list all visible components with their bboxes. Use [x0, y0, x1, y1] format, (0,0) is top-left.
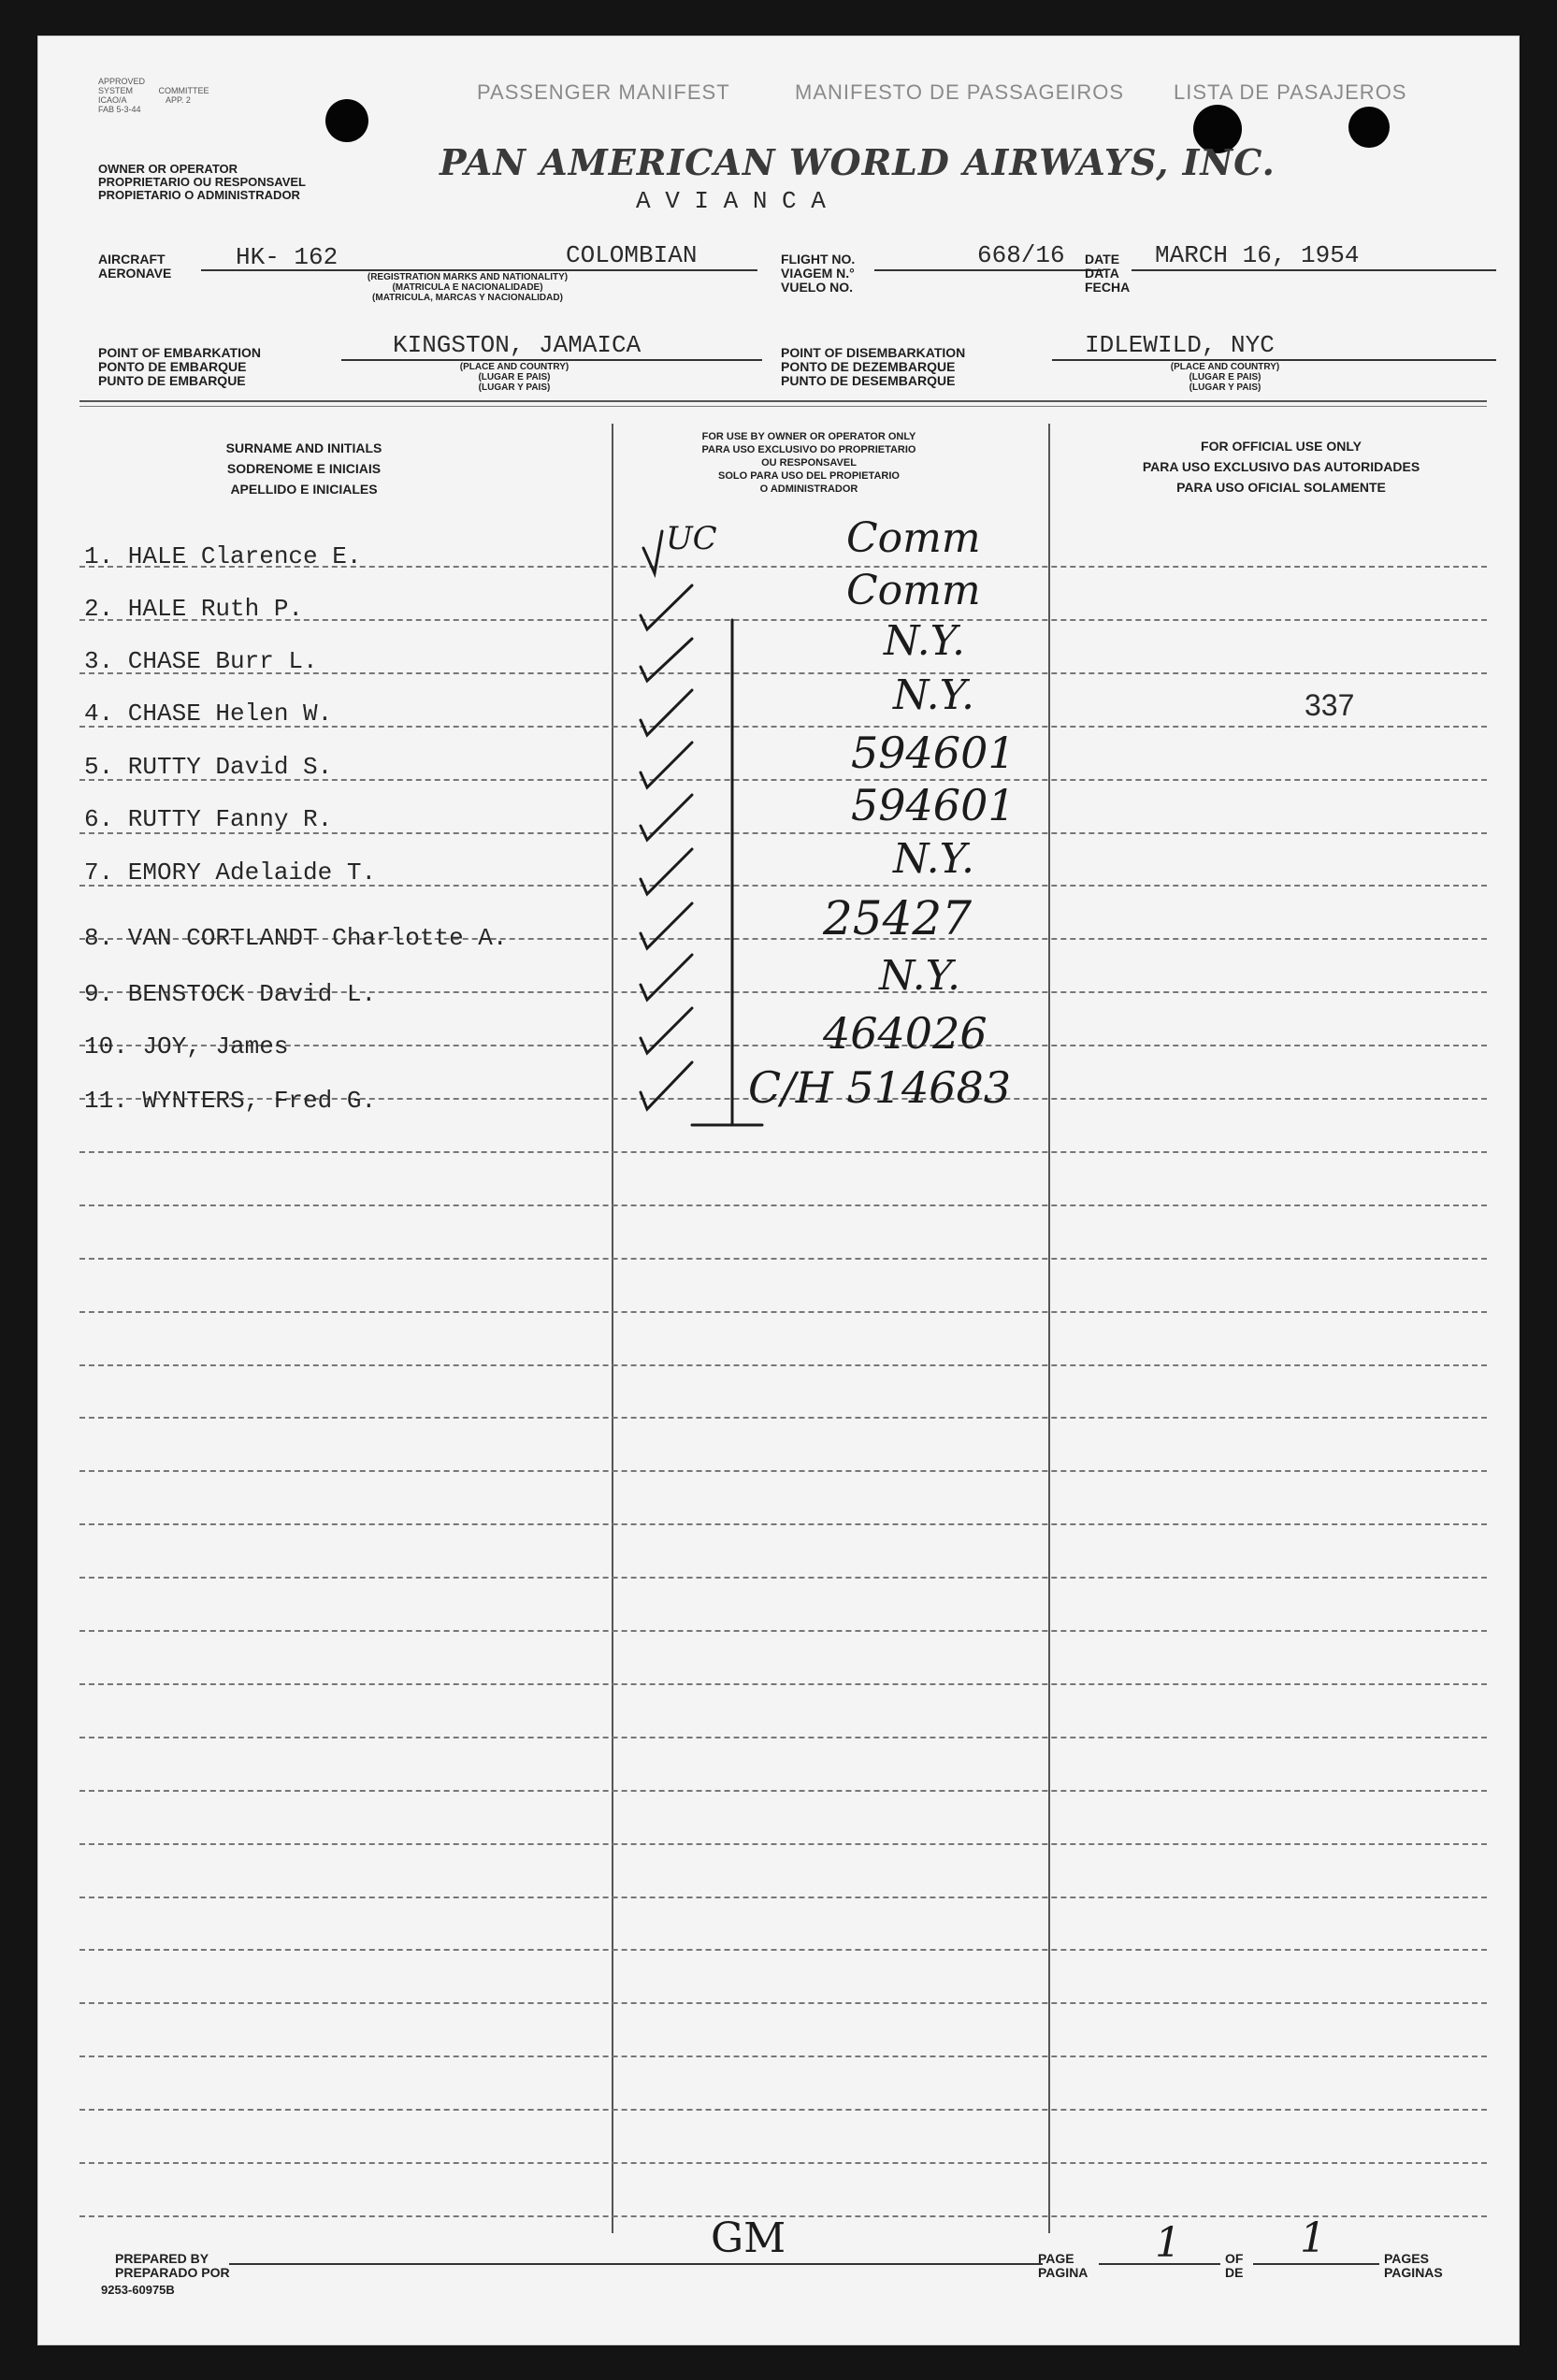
date-label — [1085, 252, 1130, 295]
date-label-line: FECHA — [1085, 280, 1131, 295]
row-rule — [79, 2162, 1487, 2164]
approval-line: FAB 5-3-44 — [98, 105, 141, 114]
passenger-name: 9. BENSTOCK David L. — [84, 980, 377, 1008]
row-rule — [79, 2002, 1487, 2004]
of-label-line: OF — [1225, 2251, 1244, 2266]
prepared-by-underline — [229, 2263, 1043, 2265]
flight-label-line: FLIGHT NO. — [781, 252, 856, 267]
operator-note: 594601 — [851, 728, 1016, 778]
disembark-underline — [1052, 359, 1496, 361]
embark-place-caption — [421, 362, 608, 393]
owner-label-line: PROPIETARIO O ADMINISTRADOR — [98, 188, 300, 202]
aircraft-nationality: COLOMBIAN — [566, 241, 698, 269]
title-pt: MANIFESTO DE PASSAGEIROS — [795, 80, 1125, 104]
embark-label-line: PONTO DE EMBARQUE — [98, 359, 247, 374]
registration-caption — [309, 272, 627, 303]
aircraft-label-line: AERONAVE — [98, 266, 172, 281]
embark-label-line: POINT OF EMBARKATION — [98, 345, 261, 360]
column-divider — [1048, 424, 1050, 2233]
embark-label — [98, 346, 261, 388]
table-top-rule — [79, 406, 1487, 407]
caption-line: (REGISTRATION MARKS AND NATIONALITY) — [367, 272, 569, 282]
header-line: APELLIDO E INICIALES — [230, 482, 378, 497]
row-rule — [79, 1630, 1487, 1632]
row-rule — [79, 1470, 1487, 1472]
disembark-label-line: POINT OF DISEMBARKATION — [781, 345, 966, 360]
row-rule — [79, 1949, 1487, 1951]
header-line: SODRENOME E INICIAIS — [226, 461, 382, 476]
check-mark — [641, 585, 692, 629]
check-mark — [641, 743, 692, 787]
row-rule — [79, 1843, 1487, 1845]
caption-line: (LUGAR E PAIS) — [1189, 372, 1261, 382]
header-line: PARA USO EXCLUSIVO DO PROPRIETARIO — [701, 444, 916, 455]
prepared-initials: GM — [711, 2214, 786, 2262]
passenger-name: 7. EMORY Adelaide T. — [84, 858, 377, 887]
row-rule — [79, 1311, 1487, 1313]
passenger-name: 1. HALE Clarence E. — [84, 542, 362, 570]
punch-hole — [325, 99, 368, 142]
row-rule — [79, 1897, 1487, 1898]
disembark-place-caption — [1132, 362, 1319, 393]
header-line: O ADMINISTRADOR — [759, 483, 858, 495]
operator-note: Comm — [846, 567, 981, 614]
aircraft-label-line: AIRCRAFT — [98, 252, 166, 267]
passenger-name: 11. WYNTERS, Fred G. — [84, 1087, 377, 1115]
row-rule — [79, 1204, 1487, 1206]
check-mark — [641, 955, 692, 1000]
passenger-name: 2. HALE Ruth P. — [84, 595, 304, 623]
approval-line: APP. 2 — [166, 95, 191, 105]
approval-line: ICAO/A — [98, 95, 127, 105]
header-line: PARA USO EXCLUSIVO DAS AUTORIDADES — [1142, 459, 1420, 474]
manifest-sheet — [37, 36, 1520, 2345]
page-label-line: PAGE — [1038, 2251, 1074, 2266]
prepared-by-label — [115, 2252, 230, 2280]
row-rule — [79, 2109, 1487, 2111]
embark-label-line: PUNTO DE EMBARQUE — [98, 373, 246, 388]
owner-label-line: OWNER OR OPERATOR — [98, 162, 238, 176]
date-underline — [1132, 269, 1496, 271]
aircraft-registration: HK- 162 — [236, 243, 339, 271]
aircraft-label — [98, 252, 171, 281]
row-rule — [79, 1790, 1487, 1792]
check-mark — [641, 690, 692, 735]
pages-underline — [1253, 2263, 1379, 2265]
passenger-name: 5. RUTTY David S. — [84, 753, 333, 781]
approval-line: APPROVED — [98, 77, 146, 86]
passenger-name: 10. JOY, James — [84, 1032, 289, 1060]
caption-line: (LUGAR Y PAIS) — [1189, 382, 1261, 393]
disembark-label-line: PUNTO DE DESEMBARQUE — [781, 373, 956, 388]
of-label-line: DE — [1225, 2265, 1244, 2280]
embark-place: KINGSTON, JAMAICA — [393, 331, 642, 359]
row-rule — [79, 2055, 1487, 2057]
owner-label — [98, 163, 306, 202]
check-mark — [641, 639, 692, 681]
total-pages: 1 — [1300, 2214, 1326, 2262]
title-es: LISTA DE PASAJEROS — [1174, 80, 1407, 104]
prepared-label-line: PREPARED BY — [115, 2251, 209, 2266]
pages-label — [1384, 2252, 1443, 2280]
header-line: PARA USO OFICIAL SOLAMENTE — [1176, 480, 1386, 495]
disembark-place: IDLEWILD, NYC — [1085, 331, 1275, 359]
flight-underline — [874, 269, 1103, 271]
operator-note: N.Y. — [879, 952, 961, 1000]
first-check-annotation: UC — [666, 520, 717, 557]
operator-note: N.Y. — [893, 671, 975, 719]
title-en: PASSENGER MANIFEST — [477, 80, 730, 104]
row-rule — [79, 1258, 1487, 1260]
operator-note: C/H 514683 — [748, 1062, 1012, 1113]
check-mark — [643, 531, 662, 573]
flight-label — [781, 252, 855, 295]
caption-line: (MATRICULA, MARCAS Y NACIONALIDAD) — [372, 293, 563, 303]
official-number: 337 — [1305, 688, 1355, 722]
operator-note: 25427 — [823, 891, 973, 945]
header-line: FOR USE BY OWNER OR OPERATOR ONLY — [701, 431, 916, 442]
date-label-line: DATA — [1085, 266, 1119, 281]
caption-line: (LUGAR E PAIS) — [478, 372, 551, 382]
disembark-label-line: PONTO DE DEZEMBARQUE — [781, 359, 956, 374]
check-mark — [641, 849, 692, 894]
passenger-name: 6. RUTTY Fanny R. — [84, 805, 333, 833]
approval-block — [98, 77, 209, 114]
page-label — [1038, 2252, 1088, 2280]
header-line: SOLO PARA USO DEL PROPIETARIO — [718, 470, 900, 482]
of-label — [1225, 2252, 1243, 2280]
caption-line: (MATRICULA E NACIONALIDADE) — [392, 282, 543, 293]
operator-note: 594601 — [851, 780, 1016, 830]
pages-label-line: PAGINAS — [1384, 2265, 1443, 2280]
approval-line: SYSTEM — [98, 86, 134, 95]
flight-label-line: VUELO NO. — [781, 280, 854, 295]
passenger-name: 8. VAN CORTLANDT Charlotte A. — [84, 924, 508, 952]
embark-underline — [341, 359, 762, 361]
page-number: 1 — [1155, 2219, 1181, 2267]
operator-note: N.Y. — [893, 835, 975, 883]
operator-use-column-header — [622, 430, 996, 496]
flight-date: MARCH 16, 1954 — [1155, 241, 1360, 269]
approval-line: COMMITTEE — [158, 86, 209, 95]
pages-label-line: PAGES — [1384, 2251, 1429, 2266]
header-line: SURNAME AND INITIALS — [225, 440, 382, 455]
row-rule — [79, 1737, 1487, 1738]
row-rule — [79, 1523, 1487, 1525]
row-rule — [79, 1683, 1487, 1685]
header-line: FOR OFFICIAL USE ONLY — [1201, 439, 1362, 454]
owner-label-line: PROPRIETARIO OU RESPONSAVEL — [98, 175, 306, 189]
disembark-label — [781, 346, 965, 388]
surname-column-header — [122, 438, 486, 499]
airline-name: PAN AMERICAN WORLD AIRWAYS, INC. — [440, 141, 1276, 183]
row-rule — [79, 1364, 1487, 1366]
date-label-line: DATE — [1085, 252, 1120, 267]
check-mark — [641, 1062, 692, 1109]
header-line: OU RESPONSAVEL — [761, 457, 857, 469]
prepared-label-line: PREPARADO POR — [115, 2265, 230, 2280]
operator-note: Comm — [846, 514, 981, 562]
operator-note: 464026 — [823, 1008, 988, 1059]
passenger-name: 4. CHASE Helen W. — [84, 700, 333, 728]
official-use-column-header — [1075, 436, 1487, 498]
check-mark — [641, 1008, 692, 1053]
caption-line: (PLACE AND COUNTRY) — [1170, 362, 1280, 372]
check-mark — [641, 903, 692, 948]
punch-hole — [1348, 107, 1390, 148]
check-mark — [641, 795, 692, 840]
form-number: 9253-60975B — [101, 2283, 175, 2297]
operator-name: A V I A N C A — [636, 187, 826, 215]
row-rule — [79, 1417, 1487, 1419]
caption-line: (LUGAR Y PAIS) — [478, 382, 551, 393]
caption-line: (PLACE AND COUNTRY) — [459, 362, 569, 372]
row-rule — [79, 1577, 1487, 1579]
page-label-line: PAGINA — [1038, 2265, 1088, 2280]
passenger-name: 3. CHASE Burr L. — [84, 647, 318, 675]
operator-note: N.Y. — [884, 617, 966, 665]
flight-number: 668/16 — [977, 241, 1065, 269]
table-top-rule — [79, 400, 1487, 402]
flight-label-line: VIAGEM N.° — [781, 266, 855, 281]
